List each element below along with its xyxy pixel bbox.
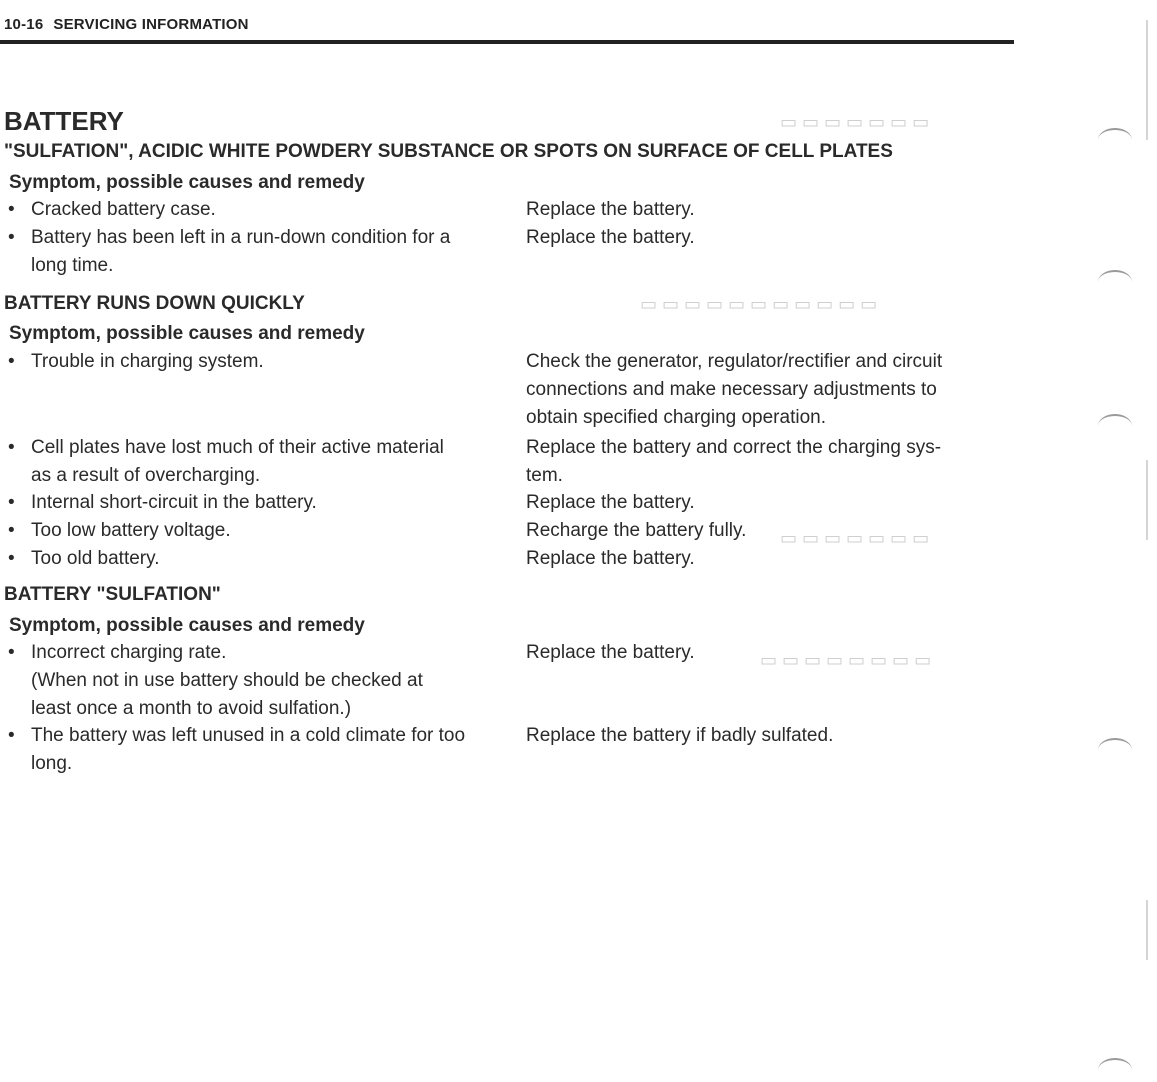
cause-text: Battery has been left in a run-down condition for a xyxy=(31,227,451,248)
page-title: BATTERY xyxy=(4,106,124,136)
header-rule xyxy=(0,40,1014,44)
symptom-heading: Symptom, possible causes and remedy xyxy=(9,323,365,344)
margin-mark xyxy=(1098,270,1132,294)
remedy-text: obtain specified charging operation. xyxy=(526,407,826,428)
page-edge xyxy=(1146,900,1148,960)
margin-mark xyxy=(1098,128,1132,152)
cause-text: long. xyxy=(31,753,73,774)
remedy-text: Replace the battery. xyxy=(526,199,695,220)
remedy-text: Replace the battery. xyxy=(526,642,695,663)
section-heading: "SULFATION", ACIDIC WHITE POWDERY SUBSTANCE OR SPOTS ON SURFACE OF CELL PLATES xyxy=(4,141,893,162)
cause-text: (When not in use battery should be checked at xyxy=(31,670,423,691)
remedy-text: Replace the battery. xyxy=(526,548,695,569)
bleed-through: ▭ ▭ ▭ ▭ ▭ ▭ ▭ xyxy=(780,112,930,132)
bullet: • xyxy=(8,492,15,513)
remedy-text: Replace the battery. xyxy=(526,492,695,513)
remedy-text: Replace the battery. xyxy=(526,227,695,248)
bullet: • xyxy=(8,199,15,220)
bullet: • xyxy=(8,520,15,541)
page-edge xyxy=(1146,460,1148,540)
cause-text: Too low battery voltage. xyxy=(31,520,231,541)
bullet: • xyxy=(8,642,15,663)
cause-text: Incorrect charging rate. xyxy=(31,642,227,663)
bleed-through: ▭ ▭ ▭ ▭ ▭ ▭ ▭ xyxy=(780,528,930,548)
section-name: SERVICING INFORMATION xyxy=(53,16,249,33)
margin-mark xyxy=(1098,1058,1132,1082)
bullet: • xyxy=(8,725,15,746)
remedy-text: Check the generator, regulator/rectifier and circuit xyxy=(526,351,943,372)
remedy-text: Recharge the battery fully. xyxy=(526,520,747,541)
bullet: • xyxy=(8,548,15,569)
symptom-heading: Symptom, possible causes and remedy xyxy=(9,615,365,636)
bleed-through: ▭ ▭ ▭ ▭ ▭ ▭ ▭ ▭ xyxy=(760,650,932,670)
section-heading: BATTERY "SULFATION" xyxy=(4,584,221,605)
bullet: • xyxy=(8,351,15,372)
page-header xyxy=(4,16,249,33)
cause-text: Internal short-circuit in the battery. xyxy=(31,492,317,513)
cause-text: Too old battery. xyxy=(31,548,160,569)
remedy-text: Replace the battery if badly sulfated. xyxy=(526,725,834,746)
bleed-through: ▭ ▭ ▭ ▭ ▭ ▭ ▭ ▭ ▭ ▭ ▭ xyxy=(640,294,878,314)
cause-text: long time. xyxy=(31,255,114,276)
bullet: • xyxy=(8,227,15,248)
cause-text: Cracked battery case. xyxy=(31,199,216,220)
page-number: 10-16 xyxy=(4,16,44,33)
cause-text: Trouble in charging system. xyxy=(31,351,264,372)
remedy-text: tem. xyxy=(526,465,563,486)
section-heading: BATTERY RUNS DOWN QUICKLY xyxy=(4,293,305,314)
margin-mark xyxy=(1098,414,1132,438)
remedy-text: Replace the battery and correct the charging sys- xyxy=(526,437,942,458)
cause-text: least once a month to avoid sulfation.) xyxy=(31,698,352,719)
page-edge xyxy=(1146,20,1148,140)
cause-text: as a result of overcharging. xyxy=(31,465,261,486)
cause-text: The battery was left unused in a cold climate for too xyxy=(31,725,466,746)
bullet: • xyxy=(8,437,15,458)
symptom-heading: Symptom, possible causes and remedy xyxy=(9,172,365,193)
margin-mark xyxy=(1098,738,1132,762)
cause-text: Cell plates have lost much of their active material xyxy=(31,437,444,458)
remedy-text: connections and make necessary adjustments to xyxy=(526,379,937,400)
